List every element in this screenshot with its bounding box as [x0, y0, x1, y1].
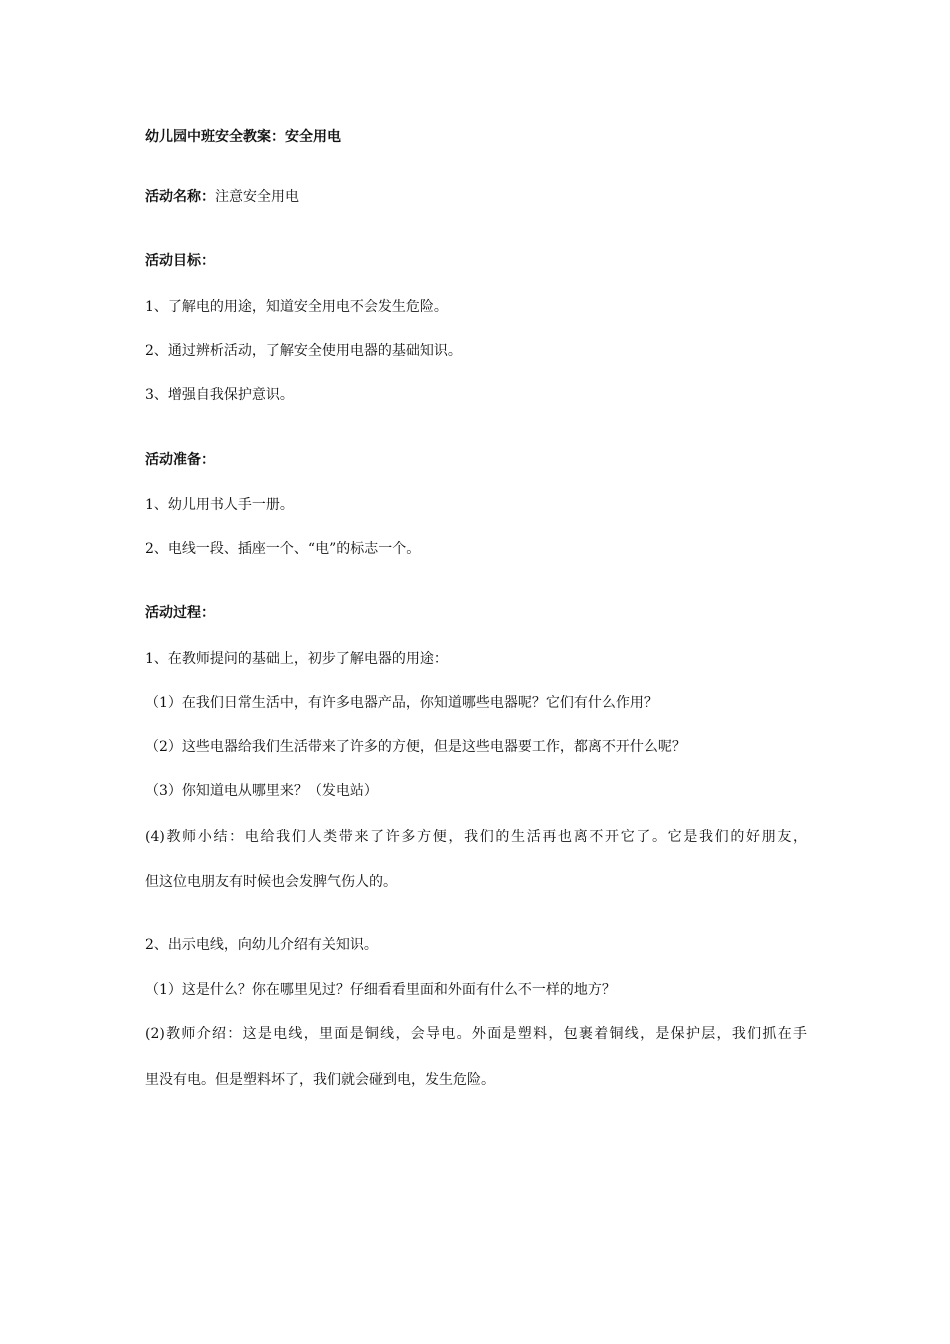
goal-item: 1、了解电的用途，知道安全用电不会发生危险。 [145, 299, 448, 315]
document-title: 幼儿园中班安全教案：安全用电 [145, 129, 341, 145]
process-sub-item: （1）这是什么？你在哪里见过？仔细看看里面和外面有什么不一样的地方？ [145, 982, 616, 998]
teacher-intro-line: (2)教师介绍：这是电线，里面是铜线，会导电。外面是塑料，包裹着铜线，是保护层，我们抓在手 [145, 1026, 807, 1042]
teacher-intro-line: 里没有电。但是塑料坏了，我们就会碰到电，发生危险。 [145, 1072, 495, 1088]
goal-item: 2、通过辨析活动，了解安全使用电器的基础知识。 [145, 343, 462, 359]
process-step-title: 1、在教师提问的基础上，初步了解电器的用途： [145, 651, 448, 667]
process-sub-item: （1）在我们日常生活中，有许多电器产品，你知道哪些电器呢？它们有什么作用？ [145, 695, 658, 711]
process-step-title: 2、出示电线，向幼儿介绍有关知识。 [145, 937, 378, 953]
activity-name-value: 注意安全用电 [215, 189, 299, 205]
goals-heading: 活动目标： [145, 253, 215, 269]
process-sub-item: （2）这些电器给我们生活带来了许多的方便，但是这些电器要工作，都离不开什么呢？ [145, 739, 686, 755]
activity-name-row [145, 187, 299, 207]
teacher-summary-line: 但这位电朋友有时候也会发脾气伤人的。 [145, 874, 397, 890]
activity-name-label: 活动名称： [145, 189, 215, 205]
process-heading: 活动过程： [145, 605, 215, 621]
process-sub-item: （3）你知道电从哪里来？（发电站） [145, 783, 378, 799]
preparation-heading: 活动准备： [145, 452, 215, 468]
goal-item: 3、增强自我保护意识。 [145, 387, 294, 403]
teacher-summary-line: (4)教师小结：电给我们人类带来了许多方便，我们的生活再也离不开它了。它是我们的好朋友， [145, 829, 807, 845]
preparation-item: 2、电线一段、插座一个、“电”的标志一个。 [145, 541, 421, 557]
preparation-item: 1、幼儿用书人手一册。 [145, 497, 294, 513]
